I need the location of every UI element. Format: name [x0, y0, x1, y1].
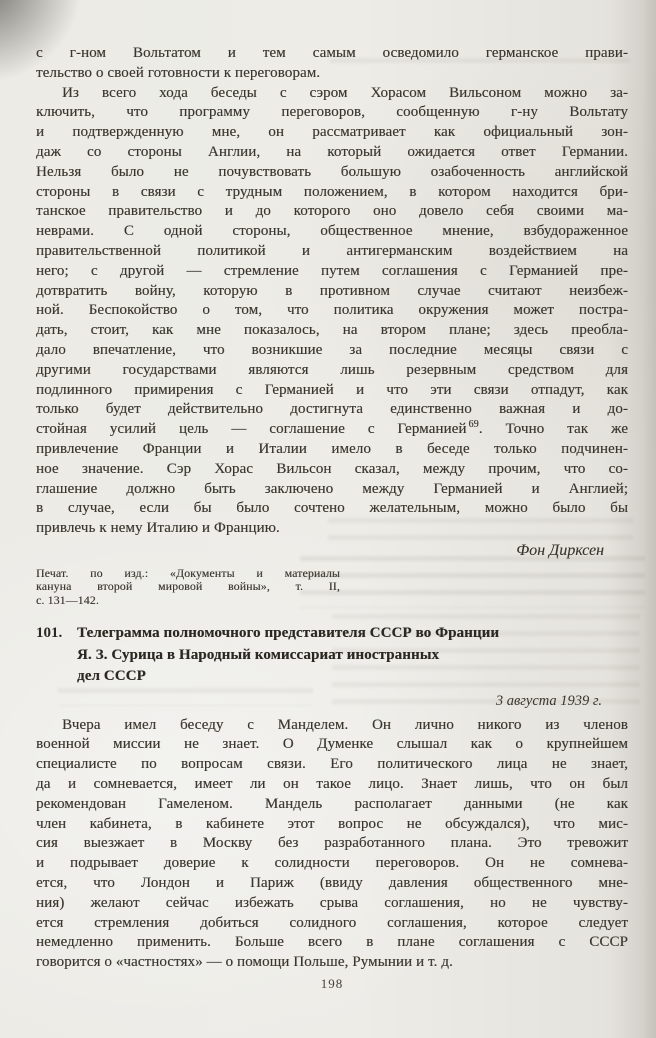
text-line: Вчера имел беседу с Манделем. Он лично никого из членов	[62, 716, 628, 733]
text-line: ния) желают сейчас избежать срыва соглашения, но не чувству-	[36, 894, 628, 911]
text-line: привлечь к нему Италию и Францию.	[36, 520, 280, 537]
document-heading-lines	[77, 623, 628, 688]
paragraph-continuation	[36, 44, 628, 84]
heading-line: Я. З. Сурица в Народный комиссариат иностранных	[77, 646, 440, 663]
text-line: ется стремления добиться солидного соглашения, которое следует	[36, 914, 628, 931]
text-line: подлинного примирения с Германией и что эти связи отпадут, как	[36, 381, 628, 398]
text-line: стороны в связи с трудным положением, в котором находится бри-	[36, 183, 628, 200]
text-line: ное значение. Сэр Хорас Вильсон сказал, между прочим, что со-	[36, 460, 628, 477]
heading-line: Телеграмма полномочного представителя СССР во Франции	[77, 625, 500, 642]
paragraph-lines	[36, 440, 628, 539]
text-line: него; с другой — стремление путем соглашения с Германией пре-	[36, 262, 628, 279]
text-line: только будет действительно достигнута единственно важная и до-	[36, 401, 628, 418]
source-note-line: кануна второй мировой войны», т. II,	[36, 579, 340, 594]
text-line: неврами. С одной стороны, общественное мнение, взбудораженное	[36, 223, 628, 240]
text-line-with-footnote-ref	[36, 420, 628, 440]
text-line: военной миссии не знает. О Думенке слышал как о крупнейшем	[36, 736, 628, 753]
source-note-line: Печат. по изд.: «Документы и материалы	[36, 565, 340, 580]
text-line: сия выезжает в Москву без разработанного плана. Это тревожит	[36, 835, 628, 852]
text-line: говорится о «частностях» — о помощи Польше, Румынии и т. д.	[36, 954, 453, 971]
heading-line: дел СССР	[77, 668, 146, 685]
text-line: с г-ном Вольтатом и тем самым осведомило германское прави-	[36, 45, 628, 61]
paragraph-lines	[36, 84, 628, 421]
text-line: специалисте по вопросам связи. Его политического лица не знает,	[36, 756, 628, 773]
text-line: и подрывает доверие к солидности переговоров. Он не сомнева-	[36, 855, 628, 872]
document-number: 101.	[36, 625, 63, 642]
text-line: рекомендован Гамеленом. Мандель располагает данными (не как	[36, 795, 628, 812]
paragraph-mandel-talk	[36, 716, 628, 973]
paragraph-wilson-talk	[36, 84, 628, 539]
ref-line-pre: стойная усилий цель — соглашение с Германией	[36, 421, 467, 438]
text-line: даж со стороны Англии, на который ожидается ответ Германии.	[36, 143, 628, 160]
source-note	[36, 567, 340, 607]
text-line: и подтвержденную мне, он рассматривает как официальный зон-	[36, 124, 628, 141]
text-line: да и сомневается, имеет ли он такое лицо. Знает лишь, что он был	[36, 776, 628, 793]
text-line: танское правительство и до которого оно довело себя своими ма-	[36, 203, 628, 220]
text-line: глашение должно быть заключено между Германией и Англией;	[36, 480, 628, 497]
text-line: дотвратить войну, которую в противном случае считают неизбеж-	[36, 282, 628, 299]
source-note-line: с. 131—142.	[36, 592, 99, 607]
ref-line-post: . Точно так же	[478, 421, 629, 438]
text-line: привлечение Франции и Италии имело в беседе только подчинен-	[36, 440, 628, 457]
text-line: член кабинета, в кабинете этот вопрос не обсуждался), что мис-	[36, 815, 628, 832]
text-line: тельство о своей готовности к переговорам.	[36, 64, 321, 81]
text-line: Нельзя было не почувствовать большую озабоченность английской	[36, 163, 628, 180]
signature-von-dirksen: Фон Дирксен	[516, 541, 604, 559]
text-line: немедленно применить. Больше всего в плане соглашения с СССР	[36, 934, 628, 951]
text-column	[36, 44, 628, 992]
text-line: Из всего хода беседы с сэром Хорасом Вильсоном можно за-	[62, 84, 628, 101]
text-line: в случае, если бы было сочтено желательным, можно было бы	[36, 500, 628, 517]
text-line: ключить, что программу переговоров, сообщенную г-ну Вольтату	[36, 104, 628, 121]
document-heading	[36, 623, 628, 688]
text-line: другими государствами являются лишь резервным средством для	[36, 361, 628, 378]
text-line: дало впечатление, что возникшие за последние месяцы связи с	[36, 341, 628, 358]
text-line: ной. Беспокойство о том, что политика окружения может постра-	[36, 302, 628, 319]
text-line: дать, стоит, как мне показалось, на втором плане; здесь преобла-	[36, 322, 628, 339]
footnote-ref-69: 69	[468, 419, 479, 431]
page-number: 198	[320, 976, 344, 991]
text-line: правительственной политикой и антигерманским воздействием на	[36, 242, 628, 259]
text-line: ется, что Лондон и Париж (ввиду давления общественного мне-	[36, 875, 628, 892]
document-date: 3 августа 1939 г.	[495, 692, 602, 709]
